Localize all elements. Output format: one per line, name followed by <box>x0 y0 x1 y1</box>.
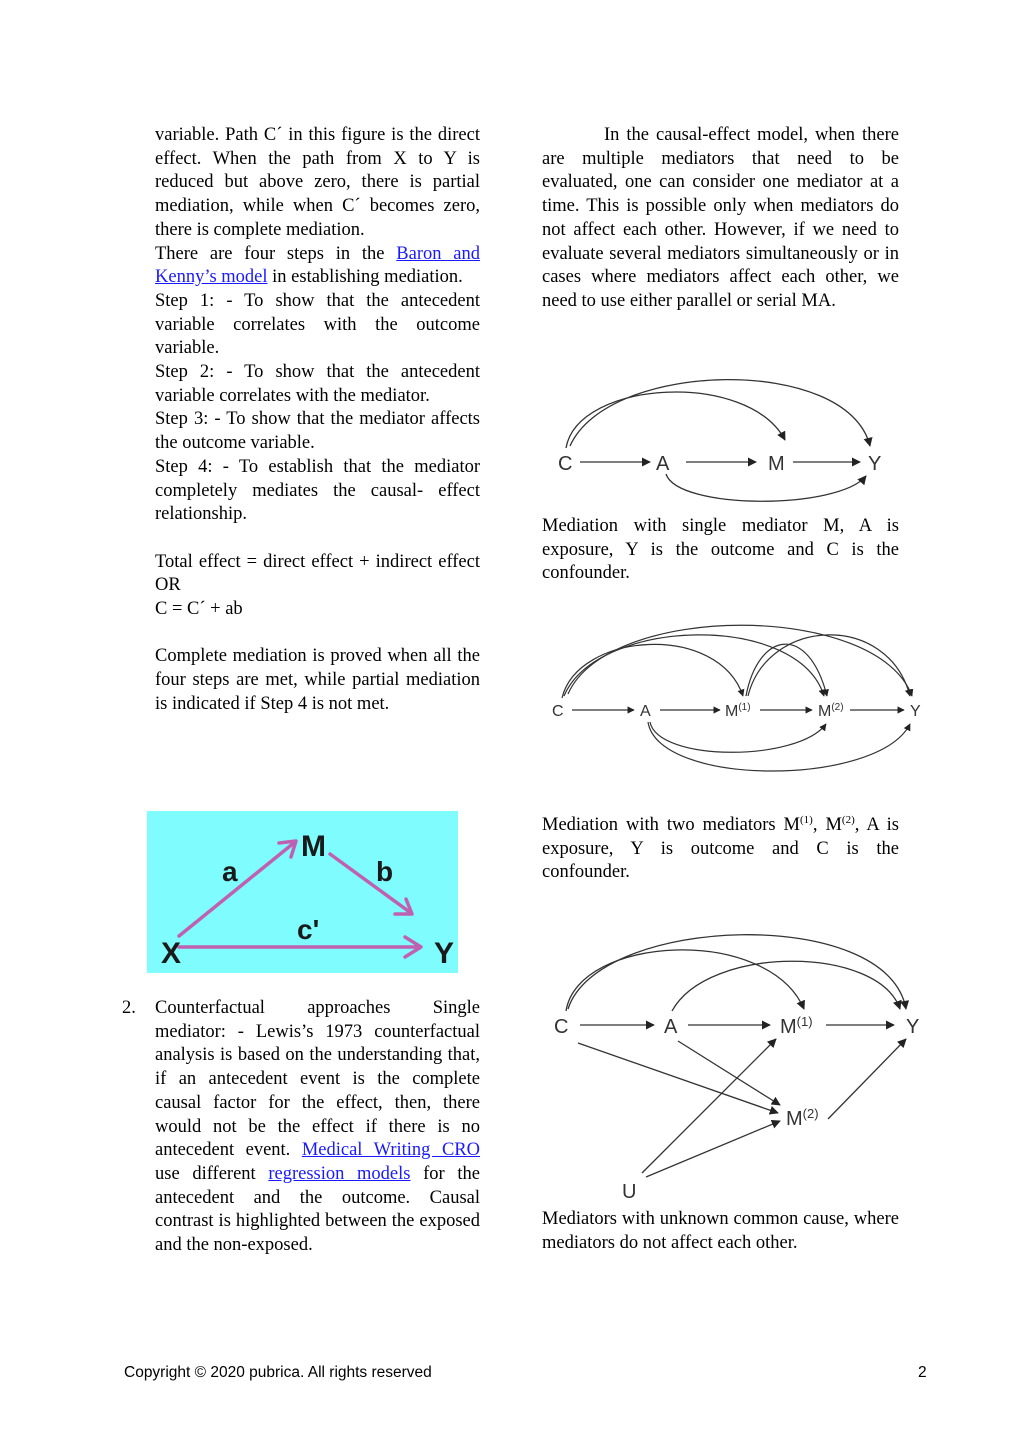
link-medical-writing-cro[interactable]: Medical Writing CRO <box>301 1140 480 1161</box>
node-y: Y <box>910 703 921 720</box>
node-c: C <box>558 453 573 475</box>
node-m2: $M^{(2)}$ <box>818 702 844 720</box>
diagram-single-mediator <box>548 360 898 510</box>
edge-u-m1 <box>642 1039 776 1173</box>
total-effect-line1: Total effect = direct effect + indirect effect OR <box>155 551 480 596</box>
node-m-label: M <box>301 830 326 863</box>
list-item-text <box>155 997 480 1258</box>
path-a-label: a <box>222 856 238 887</box>
node-m: M <box>768 453 785 475</box>
edge-m2-y <box>828 1039 906 1119</box>
step-3: Step 3: - To show that the mediator affects the outcome variable. <box>155 409 480 454</box>
text-fragment: , M <box>812 815 842 835</box>
link-baron-kenny[interactable]: Baron and Kenny’s model <box>155 243 480 288</box>
caption-diagram1: Mediation with single mediator M, A is exposure, Y is the outcome and C is the confounder. <box>542 516 899 584</box>
edge-c-m1 <box>562 644 743 698</box>
node-x-label: X <box>161 937 182 970</box>
path-c-label: c' <box>297 914 320 945</box>
paragraph-four-steps <box>155 243 480 290</box>
edge-c-y <box>570 380 870 446</box>
node-a: A <box>656 453 670 475</box>
edge-c-m2 <box>578 1043 778 1113</box>
edge-a-y <box>648 722 910 771</box>
node-c: C <box>552 703 564 720</box>
superscript: (2) <box>841 814 855 826</box>
list-item-counterfactual <box>122 997 480 1258</box>
node-a: A <box>664 1016 678 1038</box>
step-2: Step 2: - To show that the antecedent variable correlates with the mediator. <box>155 362 480 406</box>
step-4: Step 4: - To establish that the mediator completely mediates the causal- effect relationship. <box>155 456 480 525</box>
footer-copyright: Copyright © 2020 pubrica. All rights reserved <box>124 1364 432 1381</box>
node-y: Y <box>906 1016 920 1038</box>
diagram-two-mediators <box>548 612 921 792</box>
text-fragment: for the antecedent and the outcome. Causal contrast is highlighted between the exposed and the non-exposed. <box>155 1163 480 1256</box>
text-fragment: , A is exposure, Y is outcome and C is the confounder. <box>542 815 899 883</box>
path-b-label: b <box>376 856 394 887</box>
total-effect-line2: C = C´ + ab <box>155 599 243 620</box>
mediation-figure <box>147 811 458 973</box>
right-column <box>542 124 899 314</box>
paragraph-causal-effect-model: In the causal-effect model, when there are multiple mediators that need to be evaluated, one can consider one mediator at a time. This is possible only when mediators do not affect each other. However, if we need to evaluate several mediators simultaneously or in cases where mediators affect each other, we need to use either parallel or serial MA. <box>542 125 899 311</box>
edge-m1-y <box>748 635 910 696</box>
caption-diagram2 <box>542 814 899 885</box>
node-c: C <box>554 1016 569 1038</box>
node-u: U <box>622 1181 637 1203</box>
node-m1: $M^{(1)}$ <box>725 702 751 720</box>
text-fragment: Counterfactual approaches Single mediator: - Lewis’s 1973 counterfactual analysis is based on the understanding that, if an antecedent event is the complete causal factor for the effect, then, there would not be the effect if there is no antecedent event. <box>155 998 480 1161</box>
diagram-unknown-common-cause <box>548 905 933 1205</box>
edge-a-m2 <box>650 722 826 752</box>
list-number: 2. <box>122 998 136 1018</box>
link-regression-models[interactable]: regression models <box>268 1163 411 1184</box>
text-fragment: Mediation with two mediators M <box>542 815 801 835</box>
left-column <box>155 124 480 717</box>
superscript: (1) <box>800 814 813 826</box>
caption-diagram3: Mediators with unknown common cause, where mediators do not affect each other. <box>542 1209 899 1253</box>
edge-a-y <box>672 961 900 1011</box>
node-m2: $M^{(2)}$ <box>786 1106 819 1130</box>
text-fragment: use different <box>155 1163 269 1184</box>
page-number: 2 <box>918 1364 927 1381</box>
node-m1: $M^{(1)}$ <box>780 1014 813 1038</box>
node-y: Y <box>868 453 882 475</box>
edge-c-m1 <box>566 950 804 1011</box>
node-y-label: Y <box>434 937 455 970</box>
text-fragment: There are four steps in the <box>155 243 397 264</box>
edge-m1-m2-curve <box>746 644 827 696</box>
edge-c-m <box>566 392 785 448</box>
paragraph-direct-effect: variable. Path C´ in this figure is the direct effect. When the path from X to Y is reduced but above zero, there is partial mediation, while when C´ becomes zero, there is complete mediation. <box>155 125 480 240</box>
text-fragment: in establishing mediation. <box>267 267 463 288</box>
edge-a-y <box>666 474 866 501</box>
step-1: Step 1: - To show that the antecedent variable correlates with the outcome variable. <box>155 290 480 359</box>
edge-c-y <box>568 625 912 696</box>
node-a: A <box>640 703 651 720</box>
complete-mediation-paragraph: Complete mediation is proved when all the four steps are met, while partial mediation is indicated if Step 4 is not met. <box>155 646 480 714</box>
